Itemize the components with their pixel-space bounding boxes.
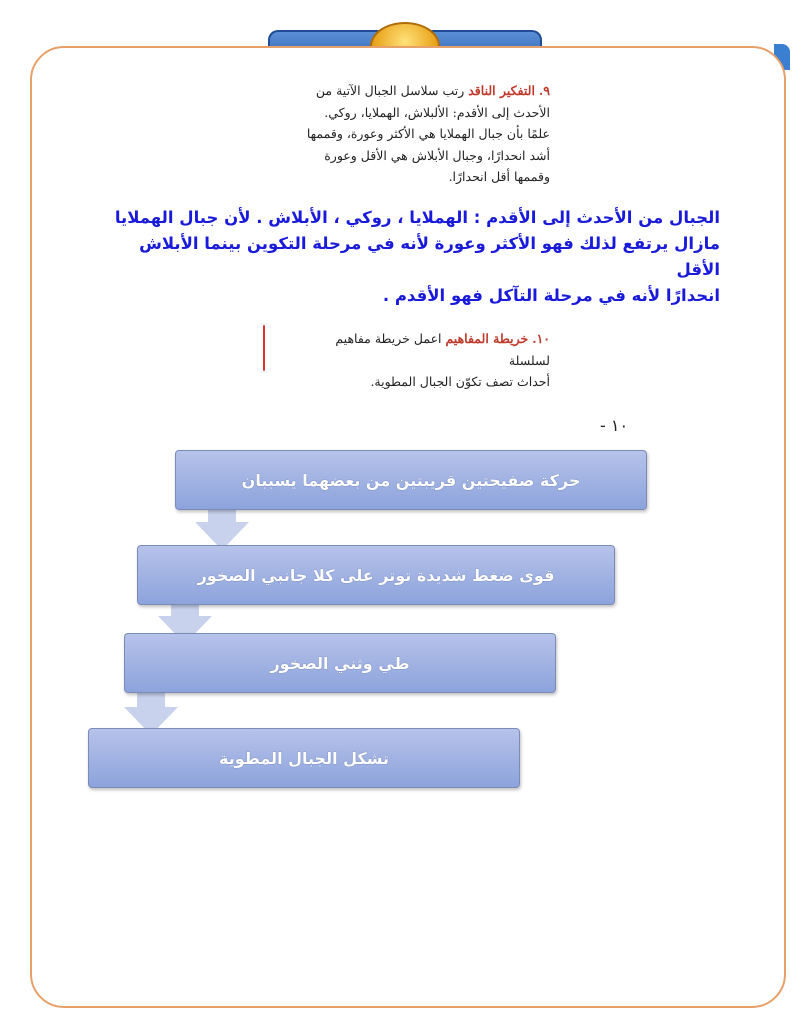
answer-9-line: انحدارًا لأنه في مرحلة التآكل فهو الأقدم . [382, 286, 720, 305]
flow-step-label: تشكل الجبال المطوية [219, 748, 390, 768]
question-10-term: خريطة المفاهيم [445, 331, 529, 346]
question-9-term: التفكير الناقد [468, 83, 535, 98]
question-10-line-1 [320, 328, 550, 371]
question-9 [250, 80, 550, 188]
answer-10-marker: ١٠ - [600, 416, 629, 435]
question-9-number: ٩. [538, 83, 550, 98]
flow-step-3 [124, 633, 556, 693]
flow-step-4 [88, 728, 520, 788]
question-10-line: أحداث تصف تكوّن الجبال المطوية. [370, 374, 550, 389]
question-9-line: وقممها أقل انحدارًا. [448, 169, 550, 184]
question-10-text: اعمل خريطة مفاهيم لسلسلة [335, 331, 550, 368]
page-frame [30, 46, 786, 1008]
answer-9 [90, 205, 720, 309]
question-9-line-1 [250, 80, 550, 102]
flow-step-label: حركة صفيحتين قريبتين من بعضهما يسببان [241, 470, 581, 490]
question-10-number: ١٠. [532, 331, 550, 346]
margin-bracket [263, 325, 265, 371]
flow-step-label: قوى ضغط شديدة توتر على كلا جانبي الصخور [197, 565, 555, 585]
flow-step-2 [137, 545, 615, 605]
answer-9-line: الجبال من الأحدث إلى الأقدم : الهملايا ، روكي ، الأبلاش . لأن جبال الهملايا [114, 208, 720, 227]
flow-step-1 [175, 450, 647, 510]
flow-step-label: طي وثني الصخور [270, 653, 410, 673]
question-9-line: علمًا بأن جبال الهملايا هي الأكثر وعورة، وقممها [306, 126, 550, 141]
question-9-text: رتب سلاسل الجبال الآتية من [315, 83, 465, 98]
question-9-line: أشد انحدارًا، وجبال الأبلاش هي الأقل وعورة [324, 147, 550, 163]
question-9-line: الأحدث إلى الأقدم: الألبلاش، الهملايا، روكي. [324, 104, 550, 120]
question-10 [320, 328, 550, 393]
answer-9-line: مازال يرتفع لذلك فهو الأكثر وعورة لأنه في مرحلة التكوين بينما الأبلاش الأقل [139, 234, 720, 279]
